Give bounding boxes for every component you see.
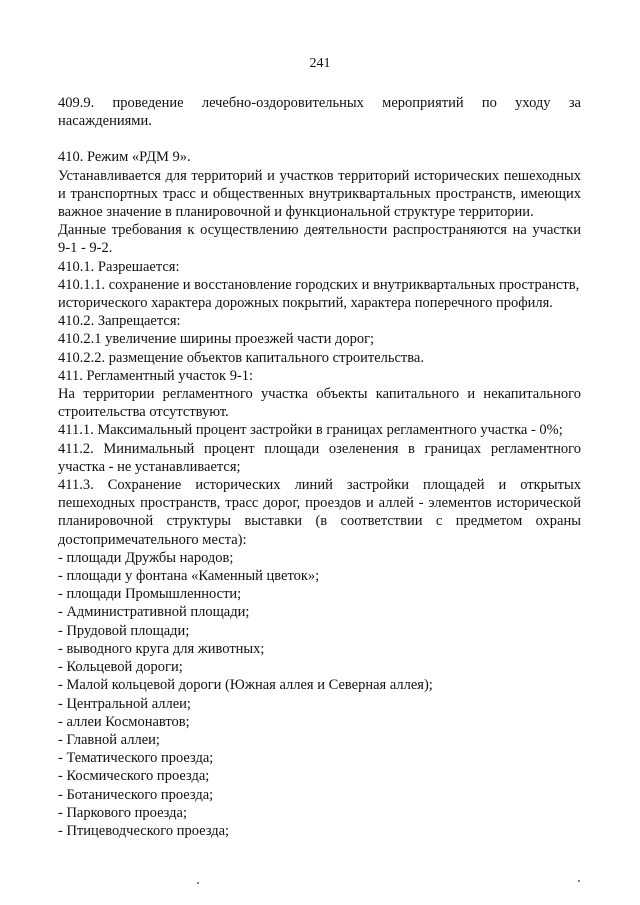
list-item: - Малой кольцевой дороги (Южная аллея и Северная аллея);	[58, 677, 433, 694]
list-item: - Центральной аллеи;	[58, 695, 191, 712]
list-item: - Тематического проезда;	[58, 750, 214, 767]
paragraph: 410.2.2. размещение объектов капитального строительства.	[58, 349, 424, 366]
list-item: - выводного круга для животных;	[58, 640, 265, 657]
list-item: - Ботанического проезда;	[58, 786, 214, 803]
list-item: - площади Дружбы народов;	[58, 549, 234, 566]
paragraph: 409.9. проведение лечебно-оздоровительных мероприятий по уходу за насаждениями.	[58, 95, 581, 130]
document-body	[58, 94, 581, 840]
paragraph: 411.1. Максимальный процент застройки в границах регламентного участка - 0%;	[58, 422, 563, 439]
list-item: - Птицеводческого проезда;	[58, 822, 230, 839]
scan-speck	[578, 880, 580, 882]
paragraph: 410.2.1 увеличение ширины проезжей части дорог;	[58, 331, 375, 348]
list-item: - Прудовой площади;	[58, 622, 190, 639]
paragraph: 410.1. Разрешается:	[58, 258, 180, 275]
list-item: - Административной площади;	[58, 604, 250, 621]
paragraph: 410.1.1. сохранение и восстановление городских и внутриквартальных пространств, исторического характера дорожных покрытий, характера поперечного профиля.	[58, 276, 580, 312]
list-item: - Главной аллеи;	[58, 731, 160, 748]
list-item: - аллеи Космонавтов;	[58, 713, 190, 730]
list-item: - площади Промышленности;	[58, 586, 242, 603]
page-number: 241	[309, 56, 331, 71]
list-item: - Космического проезда;	[58, 768, 210, 785]
paragraph: 411.3. Сохранение исторических линий застройки площадей и открытых пешеходных пространств, трасс дорог, проездов и аллей - элементов исторической планировочной структуры выставки (в соответствии с предметом охраны достопримечательного места):	[58, 477, 581, 548]
paragraph: Устанавливается для территорий и участков территорий исторических пешеходных и транспортных трасс и общественных внутриквартальных пространств, имеющих важное значение в планировочной и функциональной структуре территории.	[58, 167, 581, 221]
list-item: - Кольцевой дороги;	[58, 659, 183, 676]
scan-speck	[197, 882, 199, 884]
paragraph: 410.2. Запрещается:	[58, 313, 181, 330]
paragraph: 411.2. Минимальный процент площади озеленения в границах регламентного участка - не устанавливается;	[58, 440, 581, 475]
paragraph: Данные требования к осуществлению деятельности распространяются на участки 9-1 - 9-2.	[58, 222, 581, 257]
paragraph: На территории регламентного участка объекты капитального и некапитального строительства отсутствуют.	[58, 386, 581, 421]
list-item: - площади у фонтана «Каменный цветок»;	[58, 568, 320, 585]
list-item: - Паркового проезда;	[58, 804, 187, 821]
paragraph: 411. Регламентный участок 9-1:	[58, 367, 254, 384]
paragraph: 410. Режим «РДМ 9».	[58, 149, 191, 166]
